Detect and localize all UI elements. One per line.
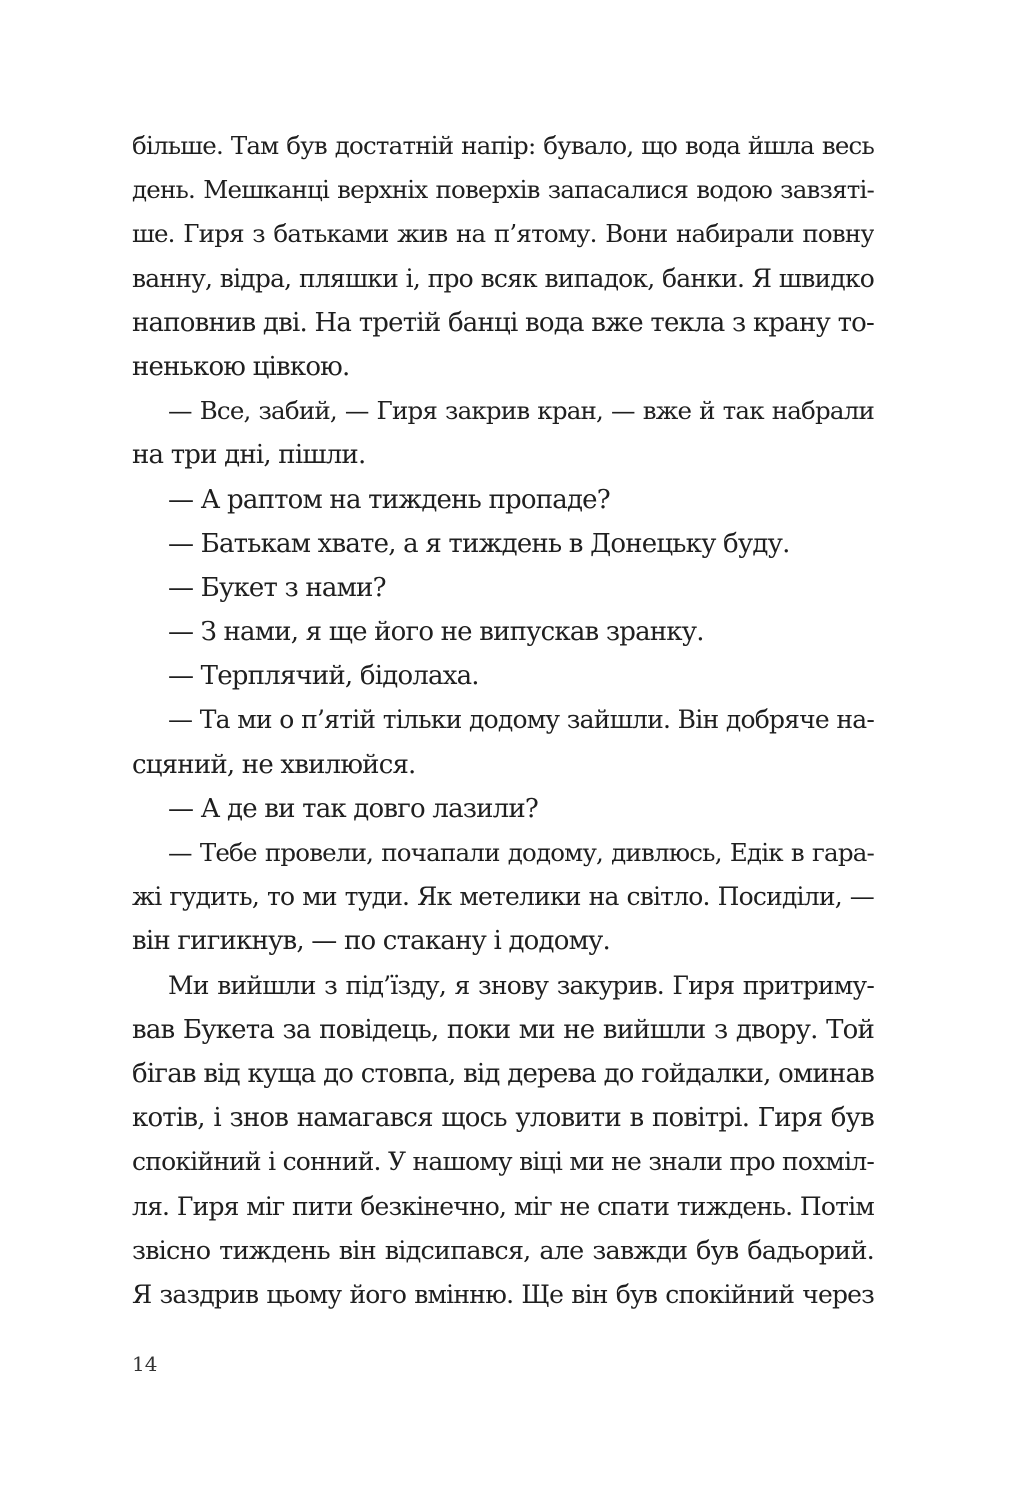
text-line: — А раптом на тиждень пропаде? — [168, 484, 610, 515]
body-text — [132, 124, 874, 1317]
text-line: звісно тиждень він відсипався, але завжди був бадьорий. — [132, 1235, 874, 1266]
text-line: жі гудить, то ми туди. Як метелики на світло. Посиділи, — — [132, 882, 874, 912]
text-line: ванну, відра, пляшки і, про всяк випадок, банки. Я швидко — [132, 263, 874, 293]
text-line: — Все, забий, — Гиря закрив кран, — вже й так набрали — [168, 396, 874, 426]
text-line: ненькою цівкою. — [132, 351, 350, 382]
text-line: на три дні, пішли. — [132, 440, 366, 471]
text-line: ля. Гиря міг пити безкінечно, міг не спати тиждень. Потім — [132, 1191, 874, 1221]
text-line: вав Букета за повідець, поки ми не вийшли з двору. Той — [132, 1014, 874, 1045]
text-line: — Букет з нами? — [168, 572, 386, 603]
page-number: 14 — [132, 1352, 158, 1376]
text-line: — Тебе провели, почапали додому, дивлюсь, Едік в гара- — [168, 838, 874, 867]
text-line: бігав від куща до стовпа, від дерева до гойдалки, оминав — [132, 1058, 874, 1089]
text-line: Я заздрив цьому його вмінню. Ще він був спокійний через — [132, 1279, 874, 1309]
text-line: — Батькам хвате, а я тиждень в Донецьку буду. — [168, 528, 790, 559]
text-line: сцяний, не хвилюйся. — [132, 749, 416, 780]
text-line: він гигикнув, — по стакану і додому. — [132, 926, 610, 957]
text-line: наповнив дві. На третій банці вода вже текла з крану то- — [132, 307, 874, 338]
text-line: — Терплячий, бідолаха. — [168, 661, 479, 692]
text-line: Ми вийшли з під’їзду, я знову закурив. Гиря притриму- — [168, 970, 874, 1000]
text-line: — З нами, я ще його не випускав зранку. — [168, 617, 704, 648]
text-line: ше. Гиря з батьками жив на п’ятому. Вони набирали повну — [132, 219, 874, 249]
text-line: більше. Там був достатній напір: бувало, що вода йшла весь — [132, 131, 874, 160]
text-line: спокійний і сонний. У нашому віці ми не знали про похміл- — [132, 1147, 874, 1177]
text-line: — А де ви так довго лазили? — [168, 793, 539, 824]
text-line: день. Мешканці верхніх поверхів запасалися водою завзяті- — [132, 175, 874, 205]
text-line: котів, і знов намагався щось уловити в повітрі. Гиря був — [132, 1103, 874, 1134]
text-line: — Та ми о п’ятій тільки додому зайшли. Він добряче на- — [168, 705, 874, 735]
